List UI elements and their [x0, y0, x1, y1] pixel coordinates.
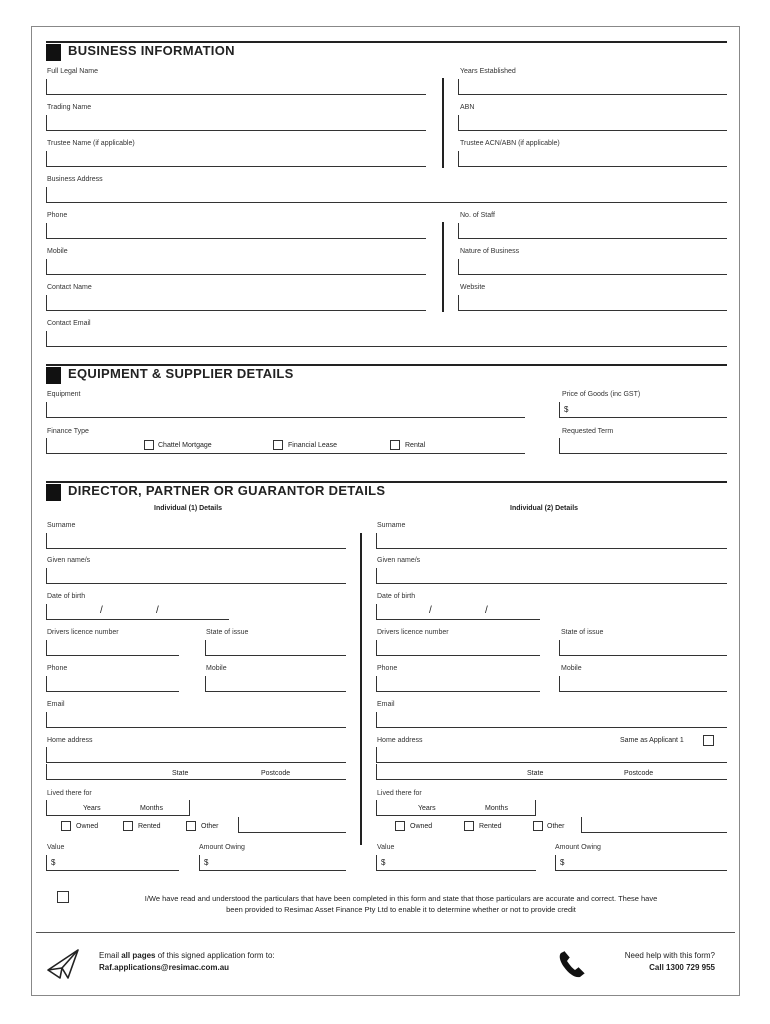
- trading-name-field[interactable]: [46, 115, 426, 131]
- ind1-state-of-issue-field[interactable]: [205, 640, 346, 656]
- ind2-home-address-line1[interactable]: [376, 747, 727, 763]
- trustee-name-field[interactable]: [46, 151, 426, 167]
- same-as-applicant-checkbox[interactable]: [703, 735, 714, 746]
- email-suffix: of this signed application form to:: [155, 951, 275, 960]
- email-prefix: Email: [99, 951, 122, 960]
- abn-field[interactable]: [458, 115, 727, 131]
- section-equipment-header: [46, 364, 727, 384]
- label-trustee-name: Trustee Name (if applicable): [47, 140, 135, 147]
- label-finance-type: Finance Type: [47, 428, 89, 435]
- finance-type-field: [46, 438, 525, 454]
- label-trustee-acn: Trustee ACN/ABN (if applicable): [460, 140, 560, 147]
- ind1-label-postcode: Postcode: [261, 770, 291, 777]
- ind2-label-surname: Surname: [377, 522, 406, 529]
- footer-divider: [36, 932, 735, 933]
- ind1-label-amount-owing: Amount Owing: [199, 844, 245, 851]
- help-text: Need help with this form?: [624, 951, 715, 960]
- individual-1-heading: Individual (1) Details: [154, 505, 223, 512]
- ind2-label-state-of-issue: State of issue: [561, 629, 604, 636]
- mobile-field[interactable]: [46, 259, 426, 275]
- ind1-label-mobile: Mobile: [206, 665, 227, 672]
- equipment-field[interactable]: [46, 402, 525, 418]
- ind2-label-licence: Drivers licence number: [377, 629, 449, 636]
- ind1-label-email: Email: [47, 701, 65, 708]
- label-website: Website: [460, 284, 486, 291]
- phone-field[interactable]: [46, 223, 426, 239]
- ind2-label-mobile: Mobile: [561, 665, 582, 672]
- ind2-label-phone: Phone: [377, 665, 398, 672]
- column-divider: [442, 222, 444, 312]
- ind2-email-field[interactable]: [376, 712, 727, 728]
- ind1-label-lived-there: Lived there for: [47, 790, 92, 797]
- ind2-lived-there-field[interactable]: [376, 800, 536, 816]
- dob-separator: /: [429, 605, 432, 616]
- contact-name-field[interactable]: [46, 295, 426, 311]
- rental-label: Rental: [405, 442, 426, 449]
- chattel-mortgage-checkbox[interactable]: [144, 440, 154, 450]
- dob-separator: /: [485, 605, 488, 616]
- ind2-other-label: Other: [547, 823, 565, 830]
- declaration-text: [72, 893, 730, 915]
- ind1-label-licence: Drivers licence number: [47, 629, 119, 636]
- individual-2-heading: Individual (2) Details: [510, 505, 579, 512]
- contact-email-field[interactable]: [46, 331, 727, 347]
- ind2-phone-field[interactable]: [376, 676, 540, 692]
- label-nature-of-business: Nature of Business: [460, 248, 520, 255]
- ind1-label-dob: Date of birth: [47, 593, 86, 600]
- ind1-label-home-address: Home address: [47, 737, 93, 744]
- label-price-of-goods: Price of Goods (inc GST): [562, 391, 641, 398]
- ind1-email-field[interactable]: [46, 712, 346, 728]
- ind1-dob-field[interactable]: [46, 604, 229, 620]
- dob-separator: /: [156, 605, 159, 616]
- ind1-label-surname: Surname: [47, 522, 76, 529]
- section-equipment-title: EQUIPMENT & SUPPLIER DETAILS: [68, 366, 294, 381]
- label-contact-name: Contact Name: [47, 284, 92, 291]
- ind2-owned-checkbox[interactable]: [395, 821, 405, 831]
- ind1-label-state: State: [172, 770, 189, 777]
- chattel-mortgage-label: Chattel Mortgage: [158, 442, 212, 449]
- label-contact-email: Contact Email: [47, 320, 91, 327]
- footer-email-instructions: [99, 950, 275, 974]
- dob-separator: /: [100, 605, 103, 616]
- ind2-other-checkbox[interactable]: [533, 821, 543, 831]
- ind2-label-value: Value: [377, 844, 395, 851]
- ind1-mobile-field[interactable]: [205, 676, 346, 692]
- individual-divider: [360, 533, 362, 845]
- label-trading-name: Trading Name: [47, 104, 92, 111]
- ind1-lived-there-field[interactable]: [46, 800, 190, 816]
- ind2-state-of-issue-field[interactable]: [559, 640, 727, 656]
- column-divider: [442, 78, 444, 168]
- ind1-other-field[interactable]: [238, 817, 346, 833]
- label-no-of-staff: No. of Staff: [460, 212, 495, 219]
- business-address-field[interactable]: [46, 187, 727, 203]
- ind1-licence-field[interactable]: [46, 640, 179, 656]
- ind1-home-address-line1[interactable]: [46, 747, 346, 763]
- ind2-other-field[interactable]: [581, 817, 727, 833]
- ind1-rented-label: Rented: [138, 823, 161, 830]
- footer-help: [590, 950, 715, 974]
- ind1-home-address-line2[interactable]: [46, 764, 346, 780]
- ind1-other-checkbox[interactable]: [186, 821, 196, 831]
- ind1-owned-checkbox[interactable]: [61, 821, 71, 831]
- section-marker: [46, 367, 61, 384]
- dollar-sign: $: [560, 858, 565, 867]
- email-all-pages: all pages: [121, 951, 156, 960]
- section-director-header: [46, 481, 727, 501]
- ind2-label-lived-there: Lived there for: [377, 790, 422, 797]
- paper-plane-icon: [46, 948, 80, 980]
- ind1-label-value: Value: [47, 844, 65, 851]
- nature-of-business-field[interactable]: [458, 259, 727, 275]
- ind2-label-amount-owing: Amount Owing: [555, 844, 601, 851]
- ind2-label-email: Email: [377, 701, 395, 708]
- declaration-line-2: been provided to Resimac Asset Finance Pty Ltd to enable it to determine whether or not to provide credit: [226, 905, 576, 914]
- ind2-surname-field[interactable]: [376, 533, 727, 549]
- ind1-label-state-of-issue: State of issue: [206, 629, 249, 636]
- label-business-address: Business Address: [47, 176, 103, 183]
- ind1-label-months: Months: [140, 805, 163, 812]
- no-of-staff-field[interactable]: [458, 223, 727, 239]
- requested-term-field[interactable]: [559, 438, 727, 454]
- ind2-licence-field[interactable]: [376, 640, 540, 656]
- ind2-dob-field[interactable]: [376, 604, 540, 620]
- ind2-label-given-names: Given name/s: [377, 557, 421, 564]
- ind2-mobile-field[interactable]: [559, 676, 727, 692]
- ind1-label-given-names: Given name/s: [47, 557, 91, 564]
- price-of-goods-field[interactable]: [559, 402, 727, 418]
- ind2-label-months: Months: [485, 805, 508, 812]
- trustee-acn-field[interactable]: [458, 151, 727, 167]
- same-as-applicant-label: Same as Applicant 1: [620, 737, 684, 744]
- dollar-sign: $: [381, 858, 386, 867]
- label-full-legal-name: Full Legal Name: [47, 68, 98, 75]
- label-mobile: Mobile: [47, 248, 68, 255]
- phone-icon: [556, 948, 590, 980]
- ind1-surname-field[interactable]: [46, 533, 346, 549]
- section-director-title: DIRECTOR, PARTNER OR GUARANTOR DETAILS: [68, 483, 386, 498]
- financial-lease-label: Financial Lease: [288, 442, 338, 449]
- years-established-field[interactable]: [458, 79, 727, 95]
- ind1-label-phone: Phone: [47, 665, 68, 672]
- ind1-value-field[interactable]: [46, 855, 179, 871]
- section-business-header: [46, 41, 727, 61]
- ind1-given-names-field[interactable]: [46, 568, 346, 584]
- ind2-amount-owing-field[interactable]: [555, 855, 727, 871]
- ind2-given-names-field[interactable]: [376, 568, 727, 584]
- ind1-rented-checkbox[interactable]: [123, 821, 133, 831]
- rental-checkbox[interactable]: [390, 440, 400, 450]
- section-marker: [46, 484, 61, 501]
- dollar-sign: $: [564, 405, 569, 414]
- ind2-rented-label: Rented: [479, 823, 502, 830]
- declaration-checkbox[interactable]: [57, 891, 69, 903]
- ind2-rented-checkbox[interactable]: [464, 821, 474, 831]
- ind2-label-postcode: Postcode: [624, 770, 654, 777]
- full-legal-name-field[interactable]: [46, 79, 426, 95]
- ind1-owned-label: Owned: [76, 823, 99, 830]
- ind2-label-home-address: Home address: [377, 737, 423, 744]
- label-years-established: Years Established: [460, 68, 516, 75]
- label-abn: ABN: [460, 104, 475, 111]
- ind1-label-years: Years: [83, 805, 101, 812]
- label-requested-term: Requested Term: [562, 428, 614, 435]
- ind2-owned-label: Owned: [410, 823, 433, 830]
- ind2-value-field[interactable]: [376, 855, 536, 871]
- ind2-label-dob: Date of birth: [377, 593, 416, 600]
- dollar-sign: $: [51, 858, 56, 867]
- ind1-amount-owing-field[interactable]: [199, 855, 346, 871]
- website-field[interactable]: [458, 295, 727, 311]
- financial-lease-checkbox[interactable]: [273, 440, 283, 450]
- ind1-other-label: Other: [201, 823, 219, 830]
- declaration-line-1: I/We have read and understood the particulars that have been completed in this form and state that those particulars are accurate and correct. These have: [144, 894, 658, 903]
- label-equipment: Equipment: [47, 391, 81, 398]
- dollar-sign: $: [204, 858, 209, 867]
- section-business-title: BUSINESS INFORMATION: [68, 43, 235, 58]
- ind2-home-address-line2[interactable]: [376, 764, 727, 780]
- section-marker: [46, 44, 61, 61]
- ind2-label-years: Years: [418, 805, 436, 812]
- email-address-link[interactable]: Raf.applications@resimac.com.au: [99, 963, 230, 972]
- call-number[interactable]: Call 1300 729 955: [649, 963, 715, 972]
- ind1-phone-field[interactable]: [46, 676, 179, 692]
- label-phone: Phone: [47, 212, 68, 219]
- ind2-label-state: State: [527, 770, 544, 777]
